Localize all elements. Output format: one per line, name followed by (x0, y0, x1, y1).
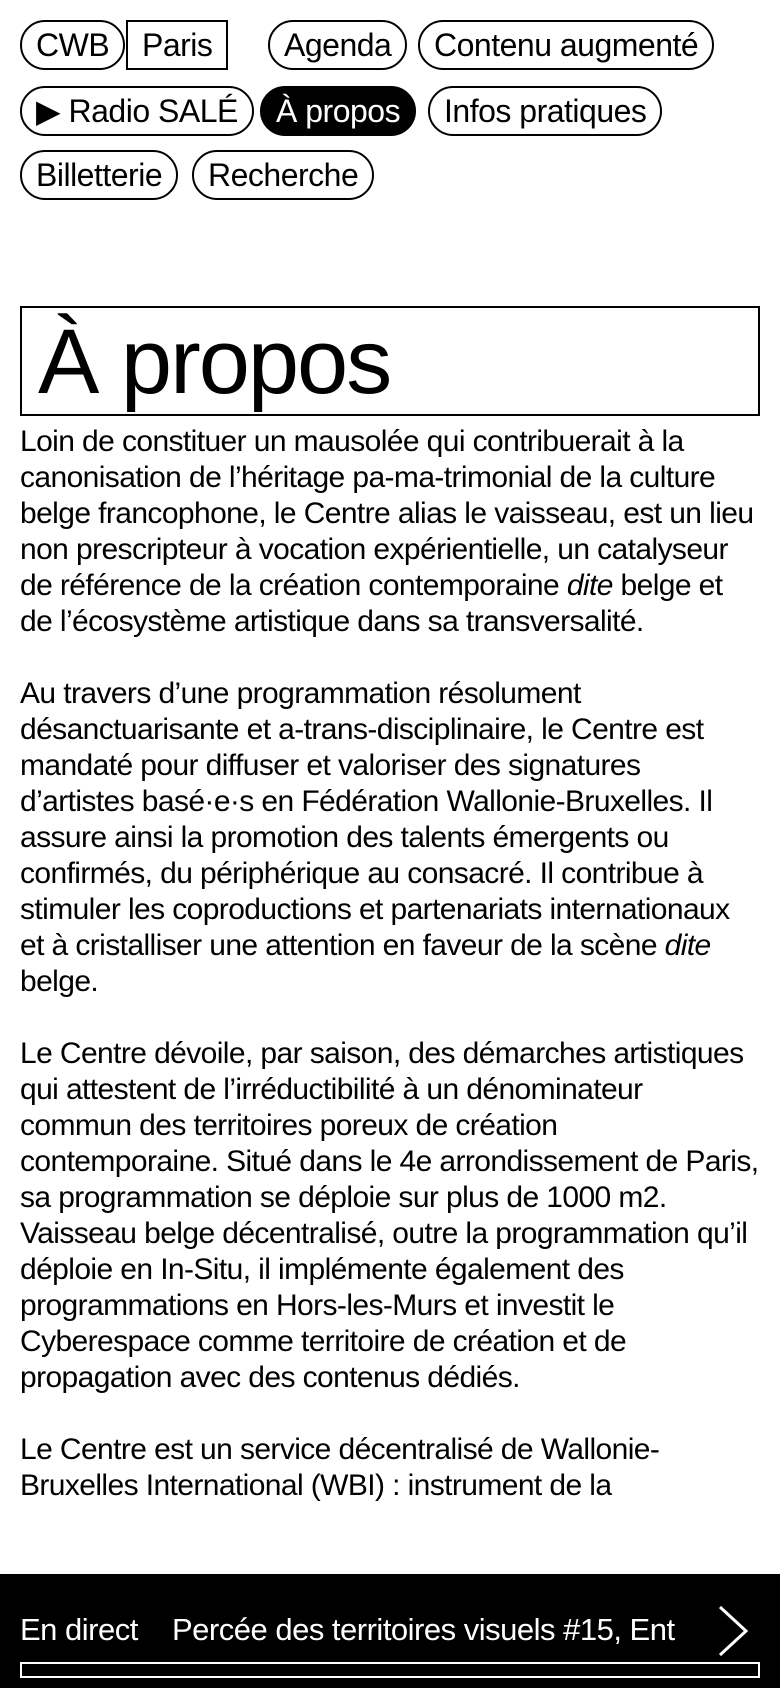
paragraph-intro (20, 424, 760, 640)
nav-paris[interactable]: Paris (126, 20, 228, 70)
page-title: À propos (38, 311, 391, 413)
about-content (20, 424, 760, 1540)
paragraph-intro-text-a: Loin de constituer un mausolée qui contribuerait à la canonisation de l’héritage pa-ma-trimonial de la culture belge francophone, le Centre alias le vaisseau, est un lieu non prescripteur à vocation expérientielle, un catalyseur de référence de la création contemporaine (20, 425, 754, 602)
page-title-box (20, 306, 760, 416)
paragraph-saison: Le Centre dévoile, par saison, des démarches artistiques qui attestent de l’irréductibilité à un dénominateur commun des territoires poreux de création contemporaine. Situé dans le 4e arrondissement de Paris, sa programmation se déploie sur plus de 1000 m2. Vaisseau belge décentralisé, outre la programmation qu’il déploie en In-Situ, il implémente également des programmations en Hors-les-Murs et investit le Cyberespace comme territoire de création et de propagation avec des contenus dédiés. (20, 1037, 759, 1394)
paragraph-programmation-emphasis: dite (664, 929, 711, 962)
live-label: En direct (20, 1612, 138, 1647)
nav-agenda[interactable]: Agenda (268, 20, 407, 70)
chevron-right-icon[interactable] (716, 1604, 750, 1658)
nav-billetterie[interactable]: Billetterie (20, 150, 178, 200)
paragraph-programmation-text-b: belge. (20, 965, 99, 998)
live-radio-bar[interactable] (0, 1574, 780, 1688)
nav-cwb[interactable]: CWB (20, 20, 125, 70)
nav-a-propos[interactable]: À propos (260, 86, 416, 136)
paragraph-intro-emphasis: dite (566, 569, 613, 602)
paragraph-intro-text-b: belge et de l’écosystème artistique dans sa transversalité. (20, 569, 723, 638)
nav-infos-pratiques[interactable]: Infos pratiques (428, 86, 662, 136)
nav-radio-sale[interactable]: ▶ Radio SALÉ (20, 86, 254, 136)
paragraph-service: Le Centre est un service décentralisé de Wallonie-Bruxelles International (WBI) : instrument de la (20, 1433, 660, 1502)
live-progress-bar (20, 1662, 760, 1678)
paragraph-programmation (20, 676, 760, 1000)
nav-contenu-augmente[interactable]: Contenu augmenté (418, 20, 714, 70)
nav-recherche[interactable]: Recherche (192, 150, 374, 200)
live-ticker[interactable]: Percée des territoires visuels #15, Ent (172, 1612, 675, 1647)
paragraph-programmation-text-a: Au travers d’une programmation résolument désanctuarisante et a-trans-disciplinaire, le Centre est mandaté pour diffuser et valoriser des signatures d’artistes basé·e·s en Fédération Wallonie-Bruxelles. Il assure ainsi la promotion des talents émergents ou confirmés, du périphérique au consacré. Il contribue à stimuler les coproductions et partenariats internationaux et à cristalliser une attention en faveur de la scène (20, 677, 730, 962)
